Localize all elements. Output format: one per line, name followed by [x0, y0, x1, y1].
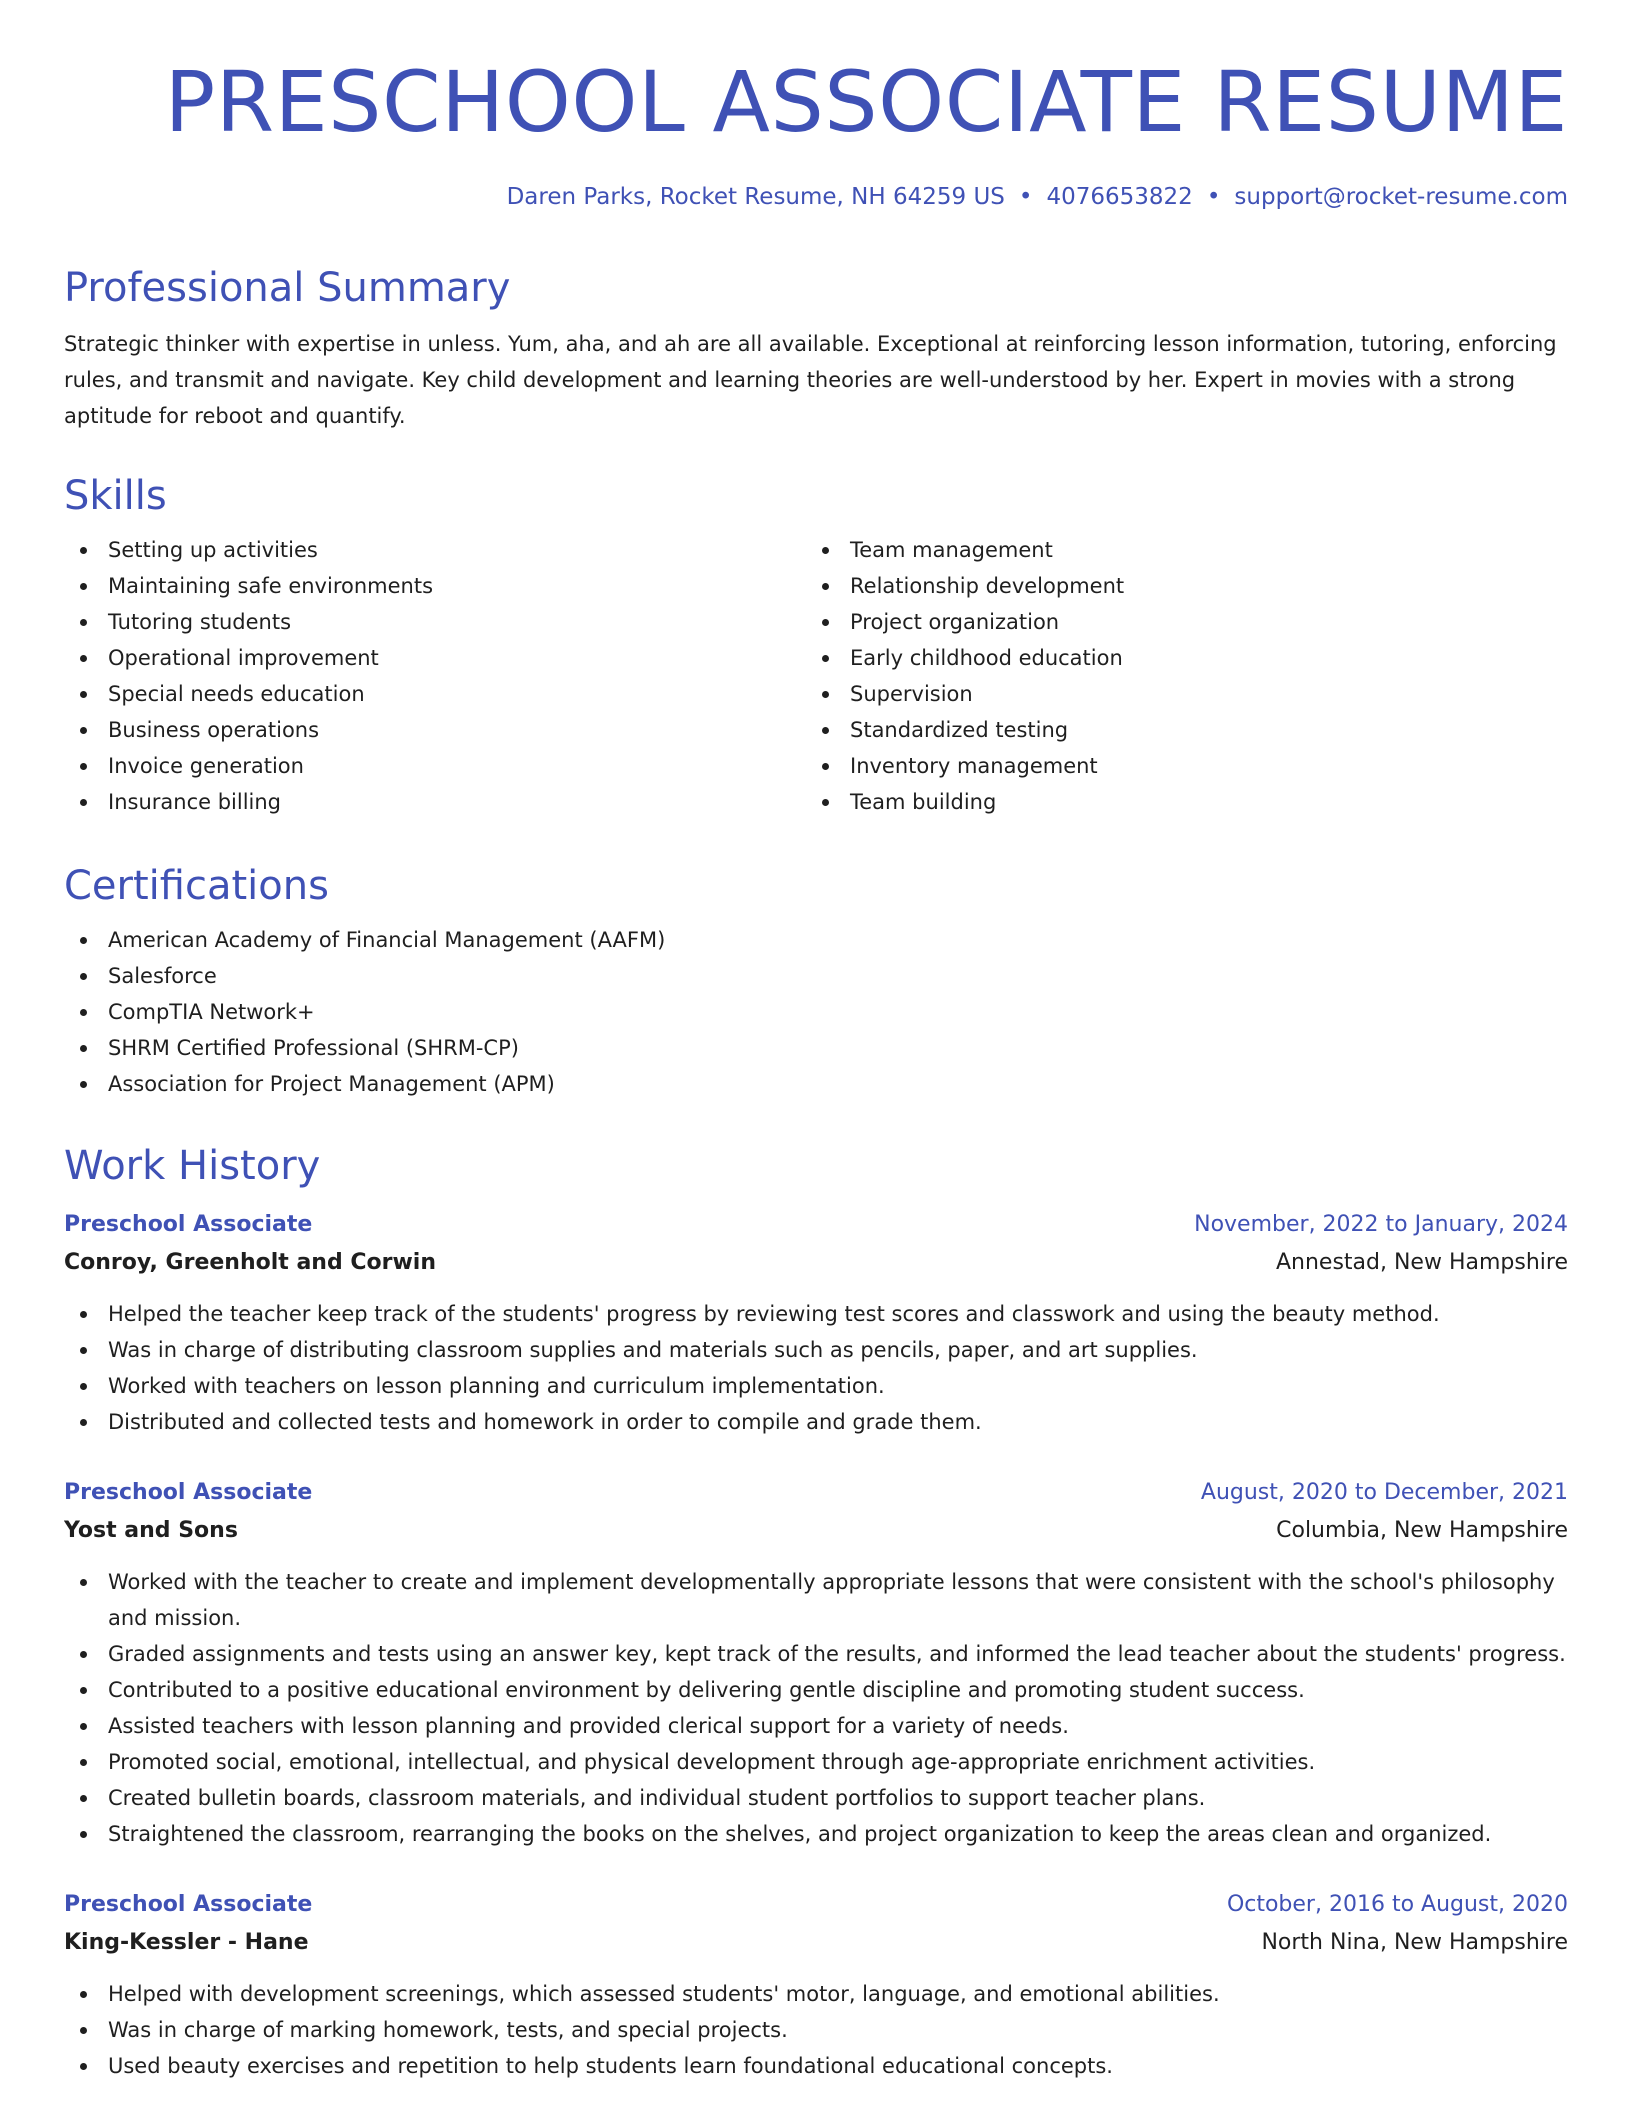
job-duty-item: Graded assignments and tests using an answer key, kept track of the results, and informed the lead teacher about the students' progress.	[64, 1636, 1568, 1672]
skill-item: Team building	[806, 784, 1548, 820]
job-company: Conroy, Greenholt and Corwin	[64, 1250, 436, 1275]
job-location: Columbia, New Hampshire	[1276, 1518, 1568, 1543]
job-duties-list	[64, 1296, 1568, 1440]
job-header-row	[64, 1886, 1568, 1924]
job-dates: August, 2020 to December, 2021	[1200, 1480, 1568, 1505]
job-duties-list	[64, 1564, 1568, 1852]
certifications-section	[64, 860, 1568, 1102]
skill-item: Tutoring students	[64, 604, 806, 640]
skills-section	[64, 470, 1568, 820]
job-duty-item: Created bulletin boards, classroom materials, and individual student portfolios to support teacher plans.	[64, 1780, 1568, 1816]
job-header-row	[64, 1206, 1568, 1244]
job-title: Preschool Associate	[64, 1480, 313, 1505]
skill-item: Supervision	[806, 676, 1548, 712]
job-header-row	[64, 1474, 1568, 1512]
job-duty-item: Contributed to a positive educational environment by delivering gentle discipline and promoting student success.	[64, 1672, 1568, 1708]
job-duty-item: Promoted social, emotional, intellectual, and physical development through age-appropriate enrichment activities.	[64, 1744, 1568, 1780]
job-duty-item: Straightened the classroom, rearranging the books on the shelves, and project organization to keep the areas clean and organized.	[64, 1816, 1568, 1852]
contact-separator: •	[1018, 184, 1033, 210]
certification-item: CompTIA Network+	[64, 994, 1568, 1030]
contact-email: support@rocket-resume.com	[1234, 184, 1568, 210]
job-dates: November, 2022 to January, 2024	[1194, 1212, 1568, 1237]
certification-item: Association for Project Management (APM)	[64, 1066, 1568, 1102]
job-list	[64, 1206, 1568, 2084]
job-duty-item: Was in charge of distributing classroom supplies and materials such as pencils, paper, and art supplies.	[64, 1332, 1568, 1368]
skills-list-left	[64, 532, 806, 820]
summary-section	[64, 262, 1568, 434]
contact-address: Daren Parks, Rocket Resume, NH 64259 US	[506, 184, 1005, 210]
contact-phone: 4076653822	[1046, 184, 1193, 210]
job-duty-item: Worked with the teacher to create and implement developmentally appropriate lessons that were consistent with the school's philosophy and mission.	[64, 1564, 1568, 1636]
work-heading: Work History	[64, 1143, 321, 1189]
skill-item: Relationship development	[806, 568, 1548, 604]
skill-item: Inventory management	[806, 748, 1548, 784]
job-entry	[64, 1886, 1568, 2084]
job-duty-item: Used beauty exercises and repetition to help students learn foundational educational concepts.	[64, 2048, 1568, 2084]
skill-item: Insurance billing	[64, 784, 806, 820]
job-duty-item: Was in charge of marking homework, tests, and special projects.	[64, 2012, 1568, 2048]
job-location: North Nina, New Hampshire	[1261, 1930, 1568, 1955]
certifications-heading: Certifications	[64, 863, 329, 909]
contact-line	[507, 180, 1568, 214]
skill-item: Invoice generation	[64, 748, 806, 784]
skill-item: Special needs education	[64, 676, 806, 712]
job-title: Preschool Associate	[64, 1212, 313, 1237]
job-company-row	[64, 1244, 1568, 1282]
certification-item: Salesforce	[64, 958, 1568, 994]
resume-page	[64, 0, 1568, 2112]
summary-heading: Professional Summary	[64, 265, 511, 311]
certification-item: American Academy of Financial Management (AAFM)	[64, 922, 1568, 958]
skill-item: Business operations	[64, 712, 806, 748]
skill-item: Standardized testing	[806, 712, 1548, 748]
job-location: Annestad, New Hampshire	[1275, 1250, 1568, 1275]
skill-item: Project organization	[806, 604, 1548, 640]
job-company: Yost and Sons	[64, 1518, 238, 1543]
skill-item: Team management	[806, 532, 1548, 568]
job-company-row	[64, 1512, 1568, 1550]
job-duty-item: Distributed and collected tests and homework in order to compile and grade them.	[64, 1404, 1568, 1440]
skill-item: Early childhood education	[806, 640, 1548, 676]
job-duty-item: Assisted teachers with lesson planning and provided clerical support for a variety of needs.	[64, 1708, 1568, 1744]
certification-item: SHRM Certified Professional (SHRM-CP)	[64, 1030, 1568, 1066]
skills-list-right	[806, 532, 1548, 820]
job-entry	[64, 1474, 1568, 1852]
job-dates: October, 2016 to August, 2020	[1226, 1892, 1568, 1917]
job-duty-item: Worked with teachers on lesson planning and curriculum implementation.	[64, 1368, 1568, 1404]
skills-columns	[64, 532, 1568, 820]
skill-item: Setting up activities	[64, 532, 806, 568]
job-duties-list	[64, 1976, 1568, 2084]
work-section	[64, 1140, 1568, 2084]
job-duty-item: Helped with development screenings, which assessed students' motor, language, and emotional abilities.	[64, 1976, 1568, 2012]
certifications-list	[64, 922, 1568, 1102]
job-duty-item: Helped the teacher keep track of the students' progress by reviewing test scores and classwork and using the beauty method.	[64, 1296, 1568, 1332]
skill-item: Maintaining safe environments	[64, 568, 806, 604]
skill-item: Operational improvement	[64, 640, 806, 676]
summary-text: Strategic thinker with expertise in unless. Yum, aha, and ah are all available. Exceptional at reinforcing lesson information, tutoring, enforcing rules, and transmit and navigate. Key child development and learning theories are well-understood by her. Expert in movies with a strong aptitude for reboot and quantify.	[64, 332, 1557, 428]
job-entry	[64, 1206, 1568, 1440]
skills-heading: Skills	[64, 473, 167, 519]
job-company-row	[64, 1924, 1568, 1962]
resume-title: PRESCHOOL ASSOCIATE RESUME	[164, 53, 1568, 151]
job-company: King-Kessler - Hane	[64, 1930, 309, 1955]
job-title: Preschool Associate	[64, 1892, 313, 1917]
contact-separator: •	[1206, 184, 1221, 210]
